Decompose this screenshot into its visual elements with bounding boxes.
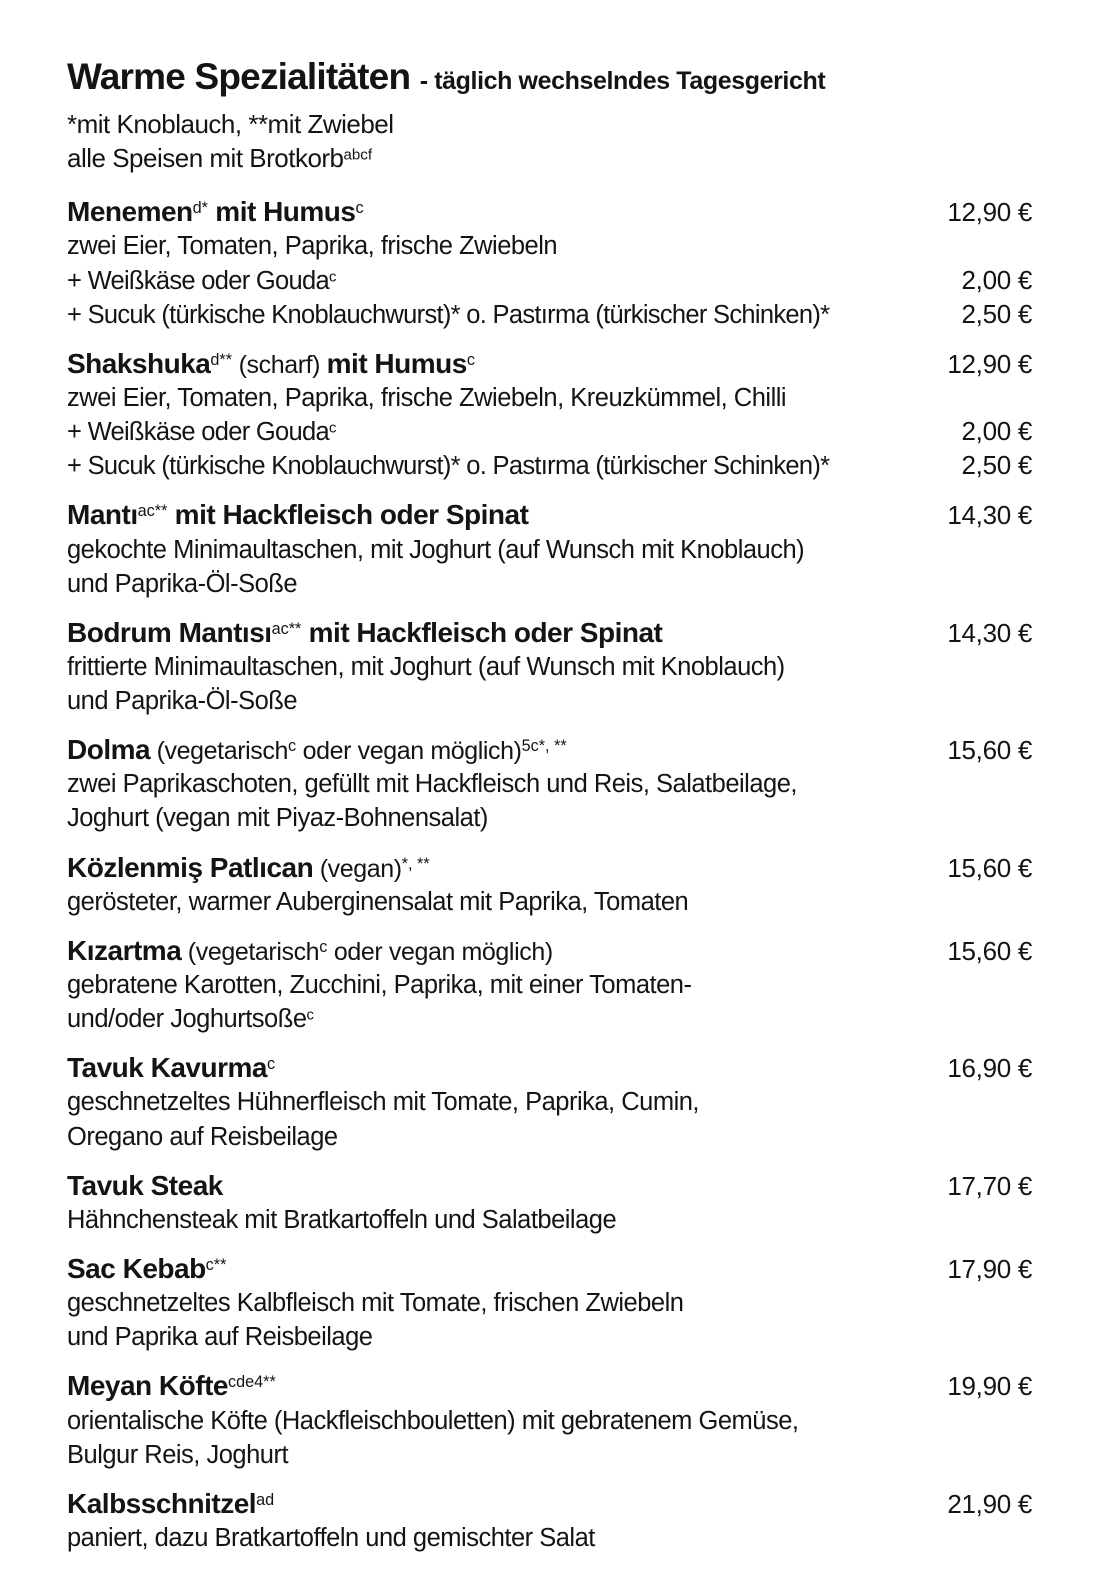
page-subtitle: - täglich wechselndes Tagesgericht xyxy=(419,67,826,95)
bread-note xyxy=(67,143,1032,175)
item-name-segment: (scharf) xyxy=(232,350,327,379)
item-name-segment: Menemen xyxy=(67,196,193,228)
item-name xyxy=(67,1052,275,1084)
menu-item-list xyxy=(67,196,1032,1554)
item-price: 12,90 € xyxy=(947,197,1032,228)
item-price: 21,90 € xyxy=(947,1488,1032,1519)
item-name xyxy=(67,1370,276,1402)
item-description-line xyxy=(67,1440,1032,1471)
item-title-row xyxy=(67,734,1032,766)
item-description-segment: Joghurt (vegan mit Piyaz-Bohnensalat) xyxy=(67,804,488,833)
item-description-line xyxy=(67,1087,1032,1118)
item-name xyxy=(67,734,567,766)
item-extra-price: 2,00 € xyxy=(961,264,1032,295)
section-heading xyxy=(67,58,1032,97)
item-extra-text xyxy=(67,300,829,331)
item-description-segment: zwei Paprikaschoten, gefüllt mit Hackfleisch und Reis, Salatbeilage, xyxy=(67,770,797,799)
item-price: 15,60 € xyxy=(947,935,1032,966)
item-description-line xyxy=(67,803,1032,834)
item-title-row xyxy=(67,852,1032,884)
item-name-segment: c xyxy=(288,737,297,756)
item-title-row xyxy=(67,196,1032,228)
item-name-segment: oder vegan möglich) xyxy=(296,737,522,766)
item-extra-row xyxy=(67,450,1032,482)
item-description-segment: zwei Eier, Tomaten, Paprika, frische Zwiebeln xyxy=(67,232,558,261)
item-extra-segment: + Sucuk (türkische Knoblauchwurst)* o. Pastırma (türkischer Schinken)* xyxy=(67,452,830,481)
item-extra-segment: + Sucuk (türkische Knoblauchwurst)* o. Pastırma (türkischer Schinken)* xyxy=(67,300,830,329)
item-extra-row xyxy=(67,299,1032,331)
item-extra-segment: + Weißkäse oder Gouda xyxy=(67,266,329,295)
item-name-segment: Tavuk Steak xyxy=(67,1169,223,1201)
item-extra-text xyxy=(67,266,336,297)
item-name-segment: oder vegan möglich) xyxy=(327,937,553,966)
menu-item xyxy=(67,617,1032,717)
item-description-segment: geschnetzeltes Hühnerfleisch mit Tomate, Paprika, Cumin, xyxy=(67,1088,699,1117)
item-name-segment: c** xyxy=(205,1255,227,1274)
menu-item xyxy=(67,196,1032,331)
menu-item xyxy=(67,935,1032,1035)
item-name-segment: (vegan) xyxy=(313,854,402,883)
menu-item xyxy=(67,852,1032,918)
menu-item xyxy=(67,1052,1032,1152)
item-title-row xyxy=(67,1488,1032,1520)
item-title-row xyxy=(67,1370,1032,1402)
item-price: 14,30 € xyxy=(947,500,1032,531)
item-description-segment: gerösteter, warmer Auberginensalat mit Paprika, Tomaten xyxy=(67,887,689,916)
item-description-segment: c xyxy=(306,1007,314,1024)
item-description-segment: geschnetzeltes Kalbfleisch mit Tomate, frischen Zwiebeln xyxy=(67,1289,684,1318)
item-name-segment: Meyan Köfte xyxy=(67,1370,228,1402)
item-name-segment: (vegetarisch xyxy=(150,737,288,766)
item-description-segment: gekochte Minimaultaschen, mit Joghurt (auf Wunsch mit Knoblauch) xyxy=(67,535,805,564)
item-name-segment: ad xyxy=(256,1490,275,1509)
menu-item xyxy=(67,1370,1032,1470)
item-description-line xyxy=(67,652,1032,683)
menu-header xyxy=(67,58,1032,174)
item-description-line xyxy=(67,231,1032,262)
item-description-segment: frittierte Minimaultaschen, mit Joghurt (auf Wunsch mit Knoblauch) xyxy=(67,652,785,681)
item-description-segment: zwei Eier, Tomaten, Paprika, frische Zwiebeln, Kreuzkümmel, Chilli xyxy=(67,383,787,412)
item-title-row xyxy=(67,1253,1032,1285)
item-description-segment: und Paprika-Öl-Soße xyxy=(67,569,298,598)
item-price: 19,90 € xyxy=(947,1371,1032,1402)
item-description-line xyxy=(67,535,1032,566)
allergen-note: *mit Knoblauch, **mit Zwiebel xyxy=(67,108,394,139)
item-name-segment: Közlenmiş Patlıcan xyxy=(67,851,314,883)
item-extra-segment: c xyxy=(328,420,337,437)
item-name-segment: mit Hackfleisch oder Spinat xyxy=(167,499,529,531)
item-name-segment: mit Humus xyxy=(208,196,356,228)
item-name xyxy=(67,935,553,967)
item-name-segment: Sac Kebab xyxy=(67,1252,206,1284)
item-price: 15,60 € xyxy=(947,735,1032,766)
item-name-segment: (vegetarisch xyxy=(181,937,320,966)
item-price: 12,90 € xyxy=(947,348,1032,379)
item-extra-text xyxy=(67,417,336,448)
item-price: 17,70 € xyxy=(947,1170,1032,1201)
item-description-segment: und Paprika auf Reisbeilage xyxy=(67,1323,373,1352)
item-description-segment: paniert, dazu Bratkartoffeln und gemischter Salat xyxy=(67,1523,595,1552)
item-name xyxy=(67,617,662,649)
item-name-segment: Shakshuka xyxy=(67,347,211,379)
item-name-segment: c xyxy=(355,199,364,218)
item-description-line xyxy=(67,1322,1032,1353)
item-name-segment: Dolma xyxy=(67,734,151,766)
item-extra-row xyxy=(67,265,1032,297)
item-description-segment: gebratene Karotten, Zucchini, Paprika, mit einer Tomaten- xyxy=(67,971,692,1000)
item-name-segment: ac** xyxy=(137,502,168,521)
item-name-segment: c xyxy=(266,1055,276,1074)
item-description-line xyxy=(67,1523,1032,1554)
item-name-segment: 5c*, ** xyxy=(521,737,567,756)
menu-item xyxy=(67,499,1032,599)
item-extra-text xyxy=(67,451,829,482)
item-description-line xyxy=(67,1288,1032,1319)
item-price: 14,30 € xyxy=(947,617,1032,648)
item-price: 16,90 € xyxy=(947,1053,1032,1084)
page-title: Warme Spezialitäten xyxy=(67,56,411,97)
menu-item xyxy=(67,1170,1032,1236)
item-description-segment: und/oder Joghurtsoße xyxy=(67,1005,307,1034)
bread-note-footnote: abcf xyxy=(343,146,373,164)
item-name-segment: mit Humus xyxy=(326,347,467,379)
item-description-segment: orientalische Köfte (Hackfleischbouletten) mit gebratenem Gemüse, xyxy=(67,1406,799,1435)
item-name-segment: Kızartma xyxy=(67,934,182,966)
item-extra-price: 2,50 € xyxy=(961,450,1032,481)
item-description-segment: und Paprika-Öl-Soße xyxy=(67,687,298,716)
item-extra-segment: + Weißkäse oder Gouda xyxy=(67,418,329,447)
menu-item xyxy=(67,1253,1032,1353)
item-description-line xyxy=(67,1122,1032,1153)
item-title-row xyxy=(67,348,1032,380)
item-extra-price: 2,50 € xyxy=(961,298,1032,329)
item-name-segment: c xyxy=(466,350,475,369)
item-name xyxy=(67,499,528,531)
item-title-row xyxy=(67,1052,1032,1084)
item-description-segment: Hähnchensteak mit Bratkartoffeln und Salatbeilage xyxy=(67,1205,617,1234)
item-name-segment: ac** xyxy=(271,619,302,638)
item-description-line xyxy=(67,1205,1032,1236)
item-name xyxy=(67,1488,274,1520)
item-title-row xyxy=(67,617,1032,649)
item-price: 15,60 € xyxy=(947,852,1032,883)
item-extra-segment: c xyxy=(328,269,337,286)
item-description-line xyxy=(67,1406,1032,1437)
item-name-segment: d* xyxy=(192,199,209,218)
menu-item xyxy=(67,734,1032,834)
item-name-segment: cde4** xyxy=(227,1373,276,1392)
item-description-line xyxy=(67,383,1032,414)
item-name-segment: Kalbsschnitzel xyxy=(67,1487,257,1519)
item-description-line xyxy=(67,686,1032,717)
item-description-segment: Bulgur Reis, Joghurt xyxy=(67,1440,289,1469)
item-price: 17,90 € xyxy=(947,1253,1032,1284)
item-name xyxy=(67,1253,226,1285)
item-extra-row xyxy=(67,416,1032,448)
item-title-row xyxy=(67,499,1032,531)
item-title-row xyxy=(67,935,1032,967)
item-description-line xyxy=(67,887,1032,918)
item-name xyxy=(67,852,430,884)
item-name-segment: Mantı xyxy=(67,499,138,531)
item-name xyxy=(67,348,475,380)
item-title-row xyxy=(67,1170,1032,1202)
item-name-segment: Tavuk Kavurma xyxy=(67,1052,267,1084)
item-name xyxy=(67,1170,223,1202)
bread-note-text: alle Speisen mit Brotkorb xyxy=(67,142,344,173)
item-name-segment: d** xyxy=(210,350,233,369)
item-description-line xyxy=(67,970,1032,1001)
item-name-segment: Bodrum Mantısı xyxy=(67,616,272,648)
menu-item xyxy=(67,1488,1032,1554)
item-name-segment: *, ** xyxy=(401,854,430,873)
item-extra-price: 2,00 € xyxy=(961,416,1032,447)
menu-item xyxy=(67,348,1032,483)
item-description-segment: Oregano auf Reisbeilage xyxy=(67,1122,338,1151)
item-name-segment: mit Hackfleisch oder Spinat xyxy=(301,616,663,648)
item-description-line xyxy=(67,1004,1032,1035)
item-description-line xyxy=(67,569,1032,600)
item-name-segment: c xyxy=(319,937,328,956)
item-name xyxy=(67,196,364,228)
item-description-line xyxy=(67,769,1032,800)
